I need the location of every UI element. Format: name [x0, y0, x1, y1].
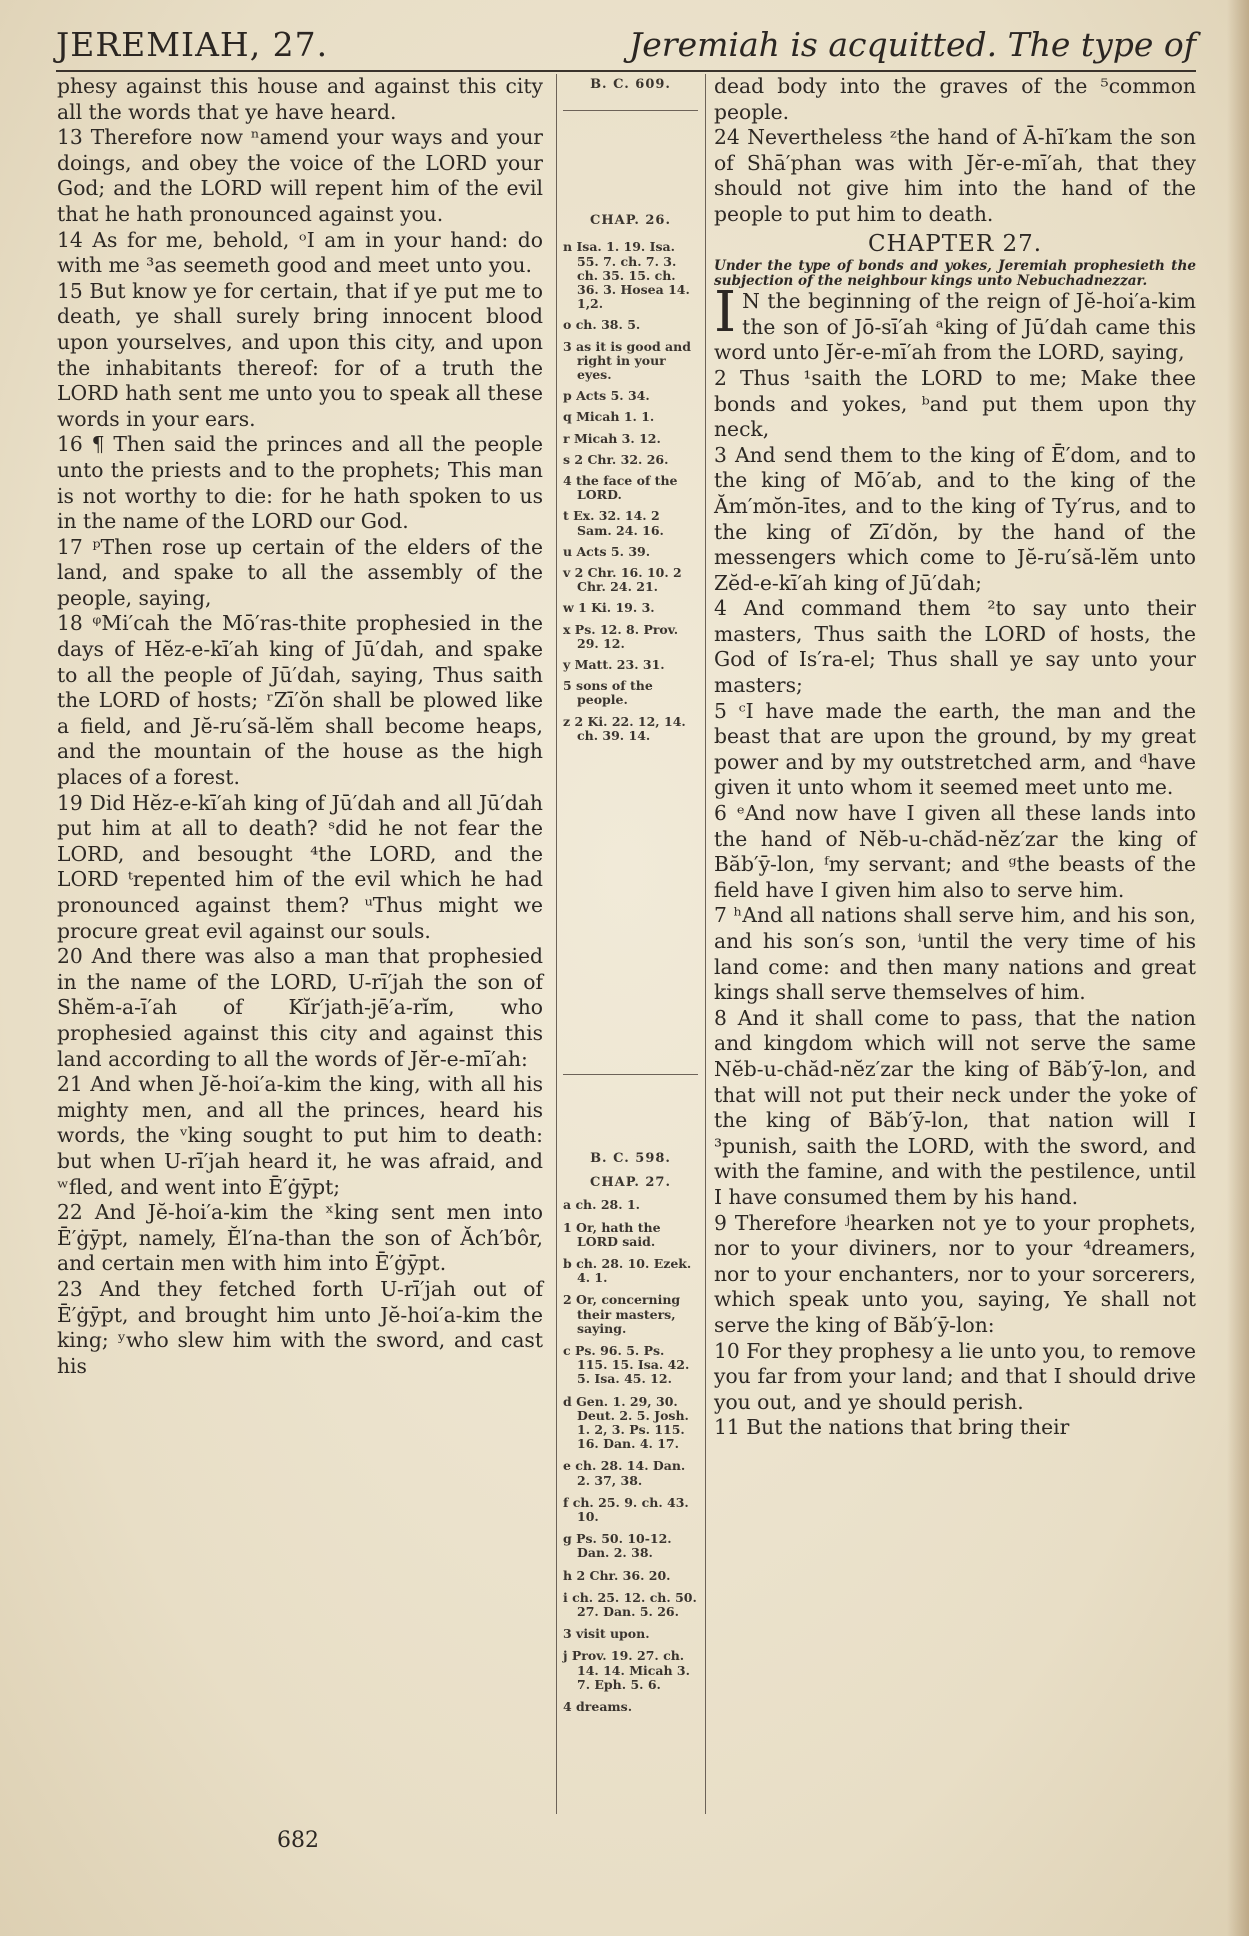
chapter-26-reference-list [563, 240, 698, 743]
cross-reference-note: w 1 Ki. 19. 3. [563, 600, 655, 616]
verse-paragraph: 15 But know ye for certain, that if ye put me to death, ye shall surely bring innocent blood upon yourselves, and upon this city, and upon the inhabitants thereof: for of a truth the LORD hath sent me unto you to speak all these words in your ears. [57, 278, 543, 431]
verse-paragraph: 3 And send them to the king of Ē′dom, and to the king of Mō′ab, and to the king of the Ăm′mŏn-ītes, and to the king of Ty′rus, and to the king of Zī′dŏn, by the hand of the messengers which come to Jĕ-ru′să-lĕm unto Zĕd-e-kī′ah king of Jū′dah; [714, 442, 1196, 595]
date-label-top: B. C. 609. [590, 77, 671, 92]
verse-paragraph: 2 Thus ¹saith the LORD to me; Make thee bonds and yokes, ᵇand put them upon thy neck, [714, 365, 1196, 442]
cross-reference-note: x Ps. 12. 8. Prov. 29. 12. [563, 621, 679, 651]
cross-reference-note: s 2 Chr. 32. 26. [563, 451, 669, 467]
verse-paragraph: 10 For they prophesy a lie unto you, to remove you far from your land; and that I should drive you out, and ye should perish. [714, 1338, 1196, 1414]
cross-reference-note: z 2 Ki. 22. 12, 14. ch. 39. 14. [563, 713, 686, 743]
chapter-heading: CHAPTER 27. [867, 230, 1043, 257]
verse-paragraph: 22 And Jĕ-hoi′a-kim the ˣking sent men into Ē′ġȳpt, namely, Ĕl′na-than the son of Ăch′bôr, and certain men with him into Ē′ġȳpt. [57, 1200, 543, 1276]
right-text-column [714, 74, 1196, 1441]
reference-rule [563, 110, 698, 111]
cross-reference-note: c Ps. 96. 5. Ps. 115. 15. Isa. 42. 5. Isa. 45. 12. [563, 1343, 690, 1387]
chapter-27-reference-list [563, 1198, 698, 1714]
cross-reference-note: g Ps. 50. 10-12. Dan. 2. 38. [563, 1531, 672, 1561]
cross-reference-note: f ch. 25. 9. ch. 43. 10. [563, 1494, 689, 1525]
verse-paragraph: 11 But the nations that bring their [714, 1415, 1070, 1440]
cross-reference-note: e ch. 28. 14. Dan. 2. 37, 38. [563, 1458, 686, 1488]
chapter-26-label: CHAP. 26. [589, 213, 671, 229]
verse-paragraph: 9 Therefore ʲhearken not ye to your prophets, nor to your diviners, nor to your ⁴dreamers, nor to your enchanters, nor to your sorcerers, which speak unto you, saying, Ye shall not serve the king of Băb′ȳ-lon: [714, 1210, 1196, 1337]
verse-paragraph: 6 ᵉAnd now have I given all these lands into the hand of Nĕb-u-chăd-nĕz′zar the king of Băb′ȳ-lon, ᶠmy servant; and ᵍthe beasts of the field have I given him also to serve him. [714, 801, 1196, 902]
cross-reference-note: y Matt. 23. 31. [563, 657, 665, 673]
verse-paragraph: 24 Nevertheless ᶻthe hand of Ā-hī′kam the son of Shā′phan was with Jĕr-e-mī′ah, that they should not give him into the hand of the people to put him to death. [714, 125, 1196, 226]
center-reference-column [563, 74, 698, 1834]
verse-paragraph: 7 ʰAnd all nations shall serve him, and his son, and his son′s son, ⁱuntil the very time of his land come: and then many nations and great kings shall serve themselves of him. [714, 903, 1196, 1005]
cross-reference-note: o ch. 38. 5. [563, 317, 641, 333]
verse-paragraph: 18 ᵠMi′cah the Mō′ras-thite prophesied in the days of Hĕz-e-kī′ah king of Jū′dah, and spake to all the people of Jū′dah, saying, Thus saith the LORD of hosts; ʳZī′ŏn shall be plowed like a field, and Jĕ-ru′să-lĕm shall become heaps, and the mountain of the house as the high places of a forest. [57, 611, 543, 790]
cross-reference-note: b ch. 28. 10. Ezek. 4. 1. [563, 1256, 692, 1286]
chapter-27-reference-block [563, 1152, 698, 1722]
verse-paragraph: phesy against this house and against this city all the words that ye have heard. [57, 74, 543, 124]
cross-reference-note: i ch. 25. 12. ch. 50. 27. Dan. 5. 26. [563, 1589, 697, 1620]
running-header [56, 20, 1196, 72]
cross-reference-note: j Prov. 19. 27. ch. 14. 14. Micah 3. 7. Eph. 5. 6. [563, 1648, 690, 1692]
cross-reference-note: v 2 Chr. 16. 10. 2 Chr. 24. 21. [563, 565, 682, 595]
cross-reference-note: n Isa. 1. 19. Isa. 55. 7. ch. 7. 3. ch. 35. 15. ch. 36. 3. Hosea 14. 1,2. [563, 239, 690, 312]
verse-paragraph: 5 ᶜI have made the earth, the man and the beast that are upon the ground, by my great power and by my outstretched arm, and ᵈhave given it unto whom it seemed meet unto me. [714, 698, 1196, 800]
header-book-chapter: JEREMIAH, 27. [56, 25, 329, 64]
verse-paragraph: 23 And they fetched forth U-rī′jah out of Ē′ġȳpt, and brought him unto Jĕ-hoi′a-kim the king; ʸwho slew him with the sword, and cast his [57, 1276, 543, 1378]
drop-cap-letter: I [714, 280, 737, 346]
cross-reference-note: r Micah 3. 12. [563, 430, 661, 446]
cross-reference-note: a ch. 28. 1. [563, 1197, 641, 1213]
verse-paragraph: 14 As for me, behold, ᵒI am in your hand: do with me ³as seemeth good and meet unto you. [57, 227, 543, 278]
page-number: 682 [277, 1828, 319, 1853]
verse-paragraph: 8 And it shall come to pass, that the nation and kingdom which will not serve the same Nĕb-u-chăd-nĕz′zar the king of Băb′ȳ-lon, and that will not put their neck under the yoke of the king of Băb′ȳ-lon, that nation will I ³punish, saith the LORD, with the sword, and with the famine, and with the pestilence, until I have consumed them by his hand. [714, 1005, 1196, 1209]
cross-reference-note: 1 Or, hath the LORD said. [563, 1219, 661, 1249]
verse-paragraph: dead body into the graves of the ⁵common people. [714, 74, 1196, 124]
cross-reference-note: u Acts 5. 39. [563, 543, 651, 559]
verse-text: N the beginning of the reign of Jĕ-hoi′a-kim the son of Jō-sī′ah ᵃking of Jū′dah came this word unto Jĕr-e-mī′ah from the LORD, saying, [714, 289, 1196, 365]
cross-reference-note: 4 the face of the LORD. [563, 473, 678, 503]
cross-reference-note: 3 visit upon. [563, 1626, 650, 1642]
verse-paragraph: 20 And there was also a man that prophesied in the name of the LORD, U-rī′jah the son of Shĕm-a-ī′ah of Kĭr′jath-jē′a-rĭm, who prophesied against this city and against this land according to all the words of Jĕr-e-mī′ah: [57, 944, 543, 1071]
cross-reference-note: 3 as it is good and right in your eyes. [563, 338, 691, 383]
cross-reference-note: 4 dreams. [563, 1699, 633, 1715]
column-divider-right [705, 74, 706, 1814]
verse-paragraph: 17 ᵖThen rose up certain of the elders of the land, and spake to all the assembly of the people, saying, [57, 534, 543, 610]
verse-paragraph: 21 And when Jĕ-hoi′a-kim the king, with all his mighty men, and all the princes, heard his words, the ᵛking sought to put him to death: but when U-rī′jah heard it, he was afraid, and ʷfled, and went into Ē′ġȳpt; [57, 1072, 543, 1199]
verse-paragraph: 4 And command them ²to say unto their masters, Thus saith the LORD of hosts, the God of Is′ra-el; Thus shall ye say unto your masters; [714, 596, 1196, 698]
verse-paragraph: 19 Did Hĕz-e-kī′ah king of Jū′dah and all Jū′dah put him at all to death? ˢdid he not fear the LORD, and besought ⁴the LORD, and the LORD ᵗrepented him of the evil which he had pronounced against them? ᵘThus might we procure great evil against our souls. [57, 790, 543, 943]
chapter-27-label: CHAP. 27. [589, 1175, 671, 1191]
left-text-column [57, 74, 543, 1379]
cross-reference-note: 5 sons of the people. [563, 678, 653, 708]
chapter-summary: Under the type of bonds and yokes, Jeremiah prophesieth the subjection of the neighbour kings unto Nebuchadnezzar. [714, 258, 1196, 290]
cross-reference-note: 2 Or, concerning their masters, saying. [563, 1292, 681, 1336]
date-label-middle: B. C. 598. [590, 1151, 671, 1166]
cross-reference-note: t Ex. 32. 14. 2 Sam. 24. 16. [563, 508, 664, 538]
column-divider-left [556, 74, 557, 1814]
cross-reference-note: q Micah 1. 1. [563, 409, 655, 425]
header-topic: Jeremiah is acquitted. The type of [629, 25, 1196, 64]
cross-reference-note: p Acts 5. 34. [563, 388, 650, 404]
cross-reference-note: h 2 Chr. 36. 20. [563, 1567, 671, 1583]
cross-reference-note: d Gen. 1. 29, 30. Deut. 2. 5. Josh. 1. 2, 3. Ps. 115. 16. Dan. 4. 17. [563, 1393, 689, 1452]
verse-paragraph: 13 Therefore now ⁿamend your ways and your doings, and obey the voice of the LORD your God; and the LORD will repent him of the evil that he hath pronounced against you. [57, 125, 543, 226]
verse-paragraph-first [714, 280, 1196, 366]
verse-paragraph: 16 ¶ Then said the princes and all the people unto the priests and to the prophets; This man is not worthy to die: for he hath spoken to us in the name of the LORD our God. [57, 432, 543, 534]
reference-rule [563, 1074, 698, 1075]
